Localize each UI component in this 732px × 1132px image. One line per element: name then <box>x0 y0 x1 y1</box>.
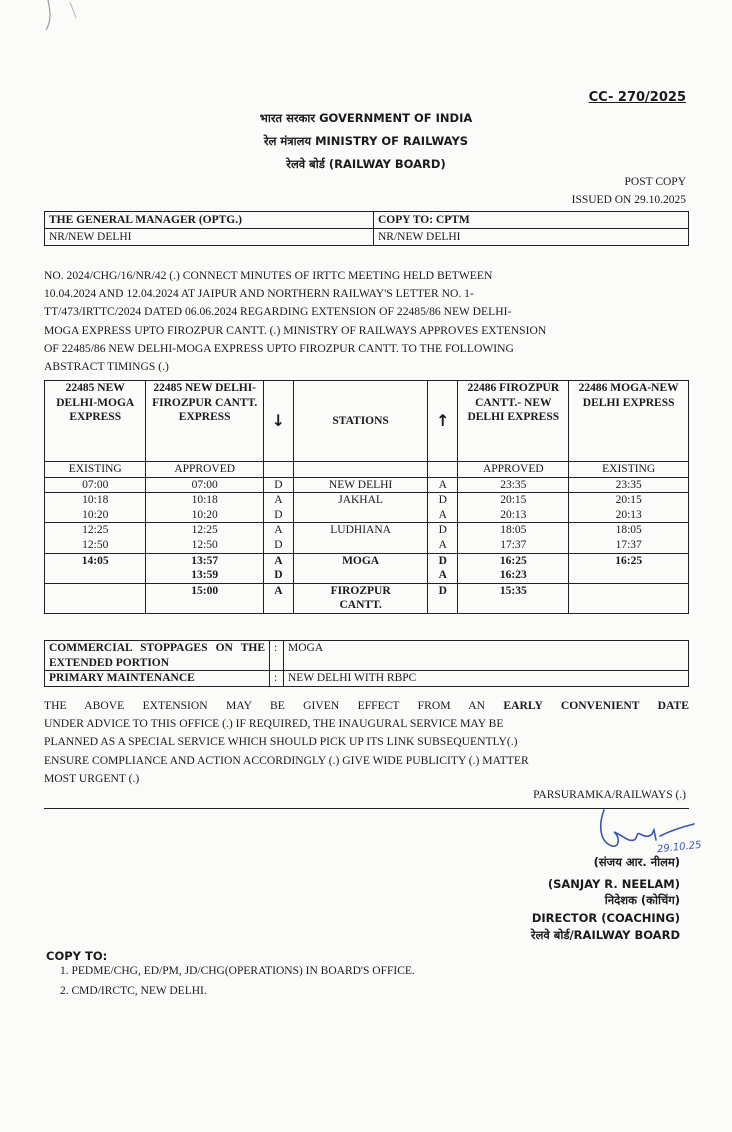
header-board: रेलवे बोर्ड (RAILWAY BOARD) <box>286 157 446 171</box>
body-line: NO. 2024/CHG/16/NR/42 (.) CONNECT MINUTES OF IRTTC MEETING HELD BETWEEN <box>44 269 493 282</box>
body-line: ABSTRACT TIMINGS (.) <box>44 360 169 374</box>
header-22486-approved: 22486 FIROZPUR CANTT.- NEW DELHI EXPRESS <box>458 381 569 462</box>
sub-existing: EXISTING <box>569 462 689 478</box>
up-arrow-icon: ↑ <box>428 381 458 462</box>
maintenance-value: NEW DELHI WITH RBPC <box>284 671 689 687</box>
ad-cell: A D <box>263 493 293 523</box>
time-cell: 12:25 12:50 <box>45 523 146 553</box>
header-ministry: रेल मंत्रालय MINISTRY OF RAILWAYS <box>263 134 469 148</box>
time-cell: 20:15 20:13 <box>458 493 569 523</box>
closing-line: ENSURE COMPLIANCE AND ACTION ACCORDINGLY (.) GIVE WIDE PUBLICITY (.) MATTER <box>44 753 529 767</box>
sub-approved: APPROVED <box>146 462 263 478</box>
sub-approved: APPROVED <box>458 462 569 478</box>
time-cell: 07:00 <box>146 477 263 493</box>
header-stations: STATIONS <box>293 381 428 462</box>
ad-cell: A <box>263 583 293 613</box>
closing-paragraph: THE ABOVE EXTENSION MAY BE GIVEN EFFECT FROM AN EARLY CONVENIENT DATE UNDER ADVICE TO THIS OFFICE (.) IF REQUIRED, THE INAUGURAL SERVICE MAY BE PLANNED AS A SPECIAL SERVICE WHICH SHOULD PICK UP ITS LINK SUBSEQUENTLY(.) ENSURE COMPLIANCE AND ACTION ACCORDINGLY (.) GIVE WIDE PUBLICITY (.) MATTER MOST URGENT (.) <box>44 697 689 788</box>
to-value: NR/NEW DELHI <box>45 229 374 246</box>
ad-cell: D A <box>428 523 458 553</box>
parsuramka: PARSURAMKA/RAILWAYS (.) <box>533 789 686 801</box>
ad-cell: A <box>428 477 458 493</box>
header-22486-existing: 22486 MOGA-NEW DELHI EXPRESS <box>569 381 689 462</box>
signatory-org: रेलवे बोर्ड/RAILWAY BOARD <box>530 928 680 942</box>
signature-date: 29.10.25 <box>656 839 702 856</box>
closing-line: UNDER ADVICE TO THIS OFFICE (.) IF REQUIRED, THE INAUGURAL SERVICE MAY BE <box>44 717 504 731</box>
time-cell <box>569 583 689 613</box>
body-line: OF 22485/86 NEW DELHI-MOGA EXPRESS UPTO FIROZPUR CANTT. TO THE FOLLOWING <box>44 341 514 355</box>
ad-cell: D <box>428 583 458 613</box>
copy-label: COPY TO: CPTM <box>374 212 689 229</box>
copy-to-item: 1. PEDME/CHG, ED/PM, JD/CHG(OPERATIONS) IN BOARD'S OFFICE. <box>60 965 415 977</box>
time-cell: 10:18 10:20 <box>45 493 146 523</box>
time-cell <box>45 583 146 613</box>
station-firozpur: FIROZPUR CANTT. <box>293 583 428 613</box>
copy-to-item: 2. CMD/IRCTC, NEW DELHI. <box>60 985 207 997</box>
closing-line: PLANNED AS A SPECIAL SERVICE WHICH SHOULD PICK UP ITS LINK SUBSEQUENTLY(.) <box>44 735 518 749</box>
to-label: THE GENERAL MANAGER (OPTG.) <box>45 212 374 229</box>
copy-value: NR/NEW DELHI <box>374 229 689 246</box>
time-cell: 15:00 <box>146 583 263 613</box>
closing-line: MOST URGENT (.) <box>44 771 140 785</box>
post-copy: POST COPY <box>624 176 686 188</box>
maintenance-label: PRIMARY MAINTENANCE <box>45 671 270 687</box>
down-arrow-icon: ↓ <box>263 381 293 462</box>
time-cell: 15:35 <box>458 583 569 613</box>
signatory-title: DIRECTOR (COACHING) <box>531 911 680 925</box>
ad-cell: D <box>263 477 293 493</box>
stoppage-value: MOGA <box>284 641 689 671</box>
time-cell: 23:35 <box>569 477 689 493</box>
stoppages-table <box>44 640 689 687</box>
header-22485-existing: 22485 NEW DELHI-MOGA EXPRESS <box>45 381 146 462</box>
signatory-hindi-title: निदेशक (कोचिंग) <box>604 893 680 907</box>
body-line: TT/473/IRTTC/2024 DATED 06.06.2024 REGARDING EXTENSION OF 22485/86 NEW DELHI- <box>44 305 512 319</box>
signatory-hindi-name: (संजय आर. नीलम) <box>593 855 680 869</box>
time-cell: 12:25 12:50 <box>146 523 263 553</box>
stoppage-label: COMMERCIAL STOPPAGES ON THE EXTENDED PORTION <box>45 641 270 671</box>
header-22485-approved: 22485 NEW DELHI-FIROZPUR CANTT. EXPRESS <box>146 381 263 462</box>
time-cell: 07:00 <box>45 477 146 493</box>
issued-on: ISSUED ON 29.10.2025 <box>571 194 686 206</box>
time-cell: 18:05 17:37 <box>458 523 569 553</box>
time-cell: 20:15 20:13 <box>569 493 689 523</box>
station-jakhal: JAKHAL <box>293 493 428 523</box>
time-cell: 23:35 <box>458 477 569 493</box>
cc-number: CC- 270/2025 <box>588 90 686 105</box>
timetable <box>44 380 689 614</box>
station-new-delhi: NEW DELHI <box>293 477 428 493</box>
colon: : <box>270 641 284 671</box>
time-cell: 18:05 17:37 <box>569 523 689 553</box>
time-cell: 14:05 <box>45 553 146 583</box>
body-paragraph <box>44 267 689 376</box>
sub-existing: EXISTING <box>45 462 146 478</box>
time-cell: 16:25 <box>569 553 689 583</box>
time-cell: 13:57 13:59 <box>146 553 263 583</box>
address-table <box>44 211 689 246</box>
ad-cell: A D <box>263 553 293 583</box>
time-cell: 16:25 16:23 <box>458 553 569 583</box>
body-line: MOGA EXPRESS UPTO FIROZPUR CANTT. (.) MINISTRY OF RAILWAYS APPROVES EXTENSION <box>44 323 547 337</box>
ad-cell: D A <box>428 493 458 523</box>
copy-to-label: COPY TO: <box>46 949 108 963</box>
colon: : <box>270 671 284 687</box>
corner-mark-icon <box>40 0 90 40</box>
time-cell: 10:18 10:20 <box>146 493 263 523</box>
signatory-name: (SANJAY R. NEELAM) <box>547 877 680 891</box>
ad-cell: D A <box>428 553 458 583</box>
body-line: 10.04.2024 AND 12.04.2024 AT JAIPUR AND NORTHERN RAILWAY'S LETTER NO. 1- <box>44 287 474 301</box>
station-moga: MOGA <box>293 553 428 583</box>
ad-cell: A D <box>263 523 293 553</box>
header-govt: भारत सरकार GOVERNMENT OF INDIA <box>259 111 473 125</box>
station-ludhiana: LUDHIANA <box>293 523 428 553</box>
